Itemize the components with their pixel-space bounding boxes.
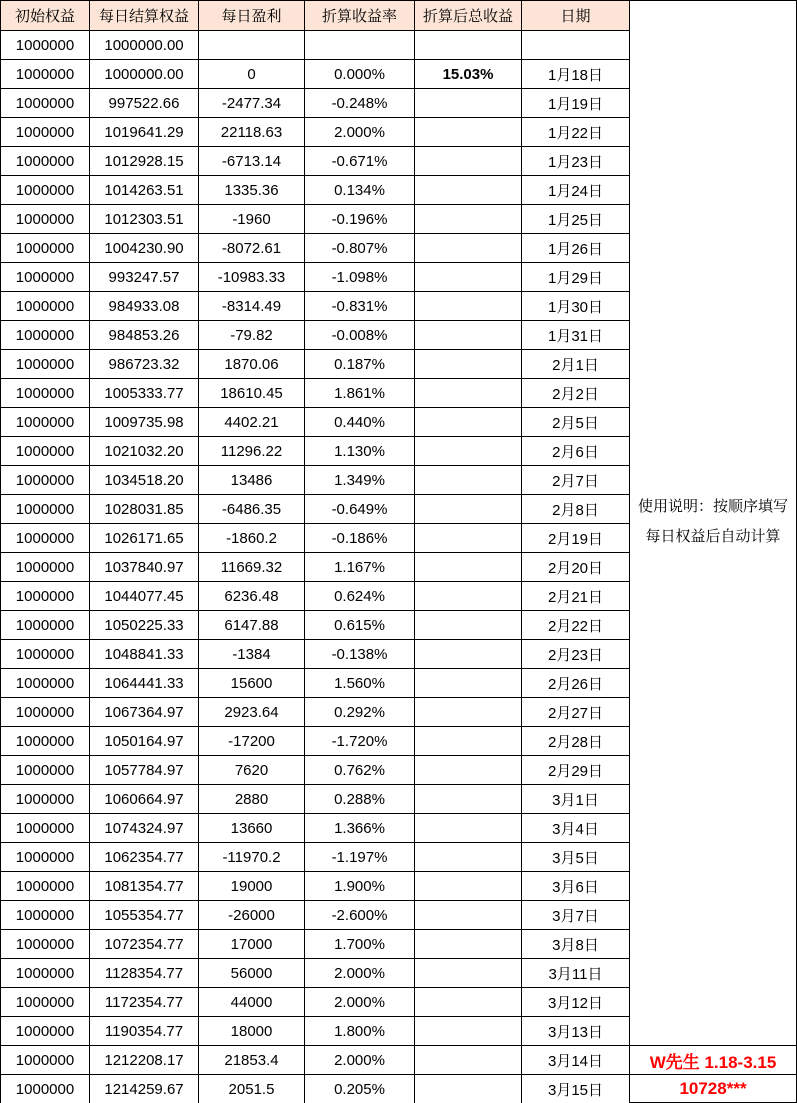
cell[interactable]: 0.134% — [305, 176, 415, 205]
cell[interactable]: 13486 — [199, 466, 305, 495]
cell[interactable]: 2月20日 — [522, 553, 630, 582]
cell[interactable] — [415, 379, 522, 408]
table-row — [1, 901, 630, 930]
cell[interactable]: 2月19日 — [522, 524, 630, 553]
cell[interactable]: 1021032.20 — [90, 437, 199, 466]
cell[interactable]: 1000000 — [1, 495, 90, 524]
cell[interactable] — [415, 959, 522, 988]
cell[interactable]: 1081354.77 — [90, 872, 199, 901]
cell[interactable]: 2月28日 — [522, 727, 630, 756]
cell[interactable]: -26000 — [199, 901, 305, 930]
cell[interactable] — [415, 640, 522, 669]
cell[interactable]: -0.186% — [305, 524, 415, 553]
column-header[interactable]: 折算收益率 — [305, 1, 415, 31]
cell[interactable]: 1057784.97 — [90, 756, 199, 785]
cell[interactable]: 13660 — [199, 814, 305, 843]
cell[interactable] — [415, 292, 522, 321]
cell[interactable]: 997522.66 — [90, 89, 199, 118]
cell[interactable]: -79.82 — [199, 321, 305, 350]
cell[interactable]: 1074324.97 — [90, 814, 199, 843]
cell[interactable]: -1.098% — [305, 263, 415, 292]
cell[interactable]: 1000000 — [1, 118, 90, 147]
table-row — [1, 495, 630, 524]
cell[interactable]: -1860.2 — [199, 524, 305, 553]
cell[interactable]: 1000000 — [1, 205, 90, 234]
cell[interactable]: 11296.22 — [199, 437, 305, 466]
cell[interactable]: 1048841.33 — [90, 640, 199, 669]
cell[interactable] — [415, 524, 522, 553]
cell[interactable]: 6236.48 — [199, 582, 305, 611]
cell[interactable]: 1034518.20 — [90, 466, 199, 495]
cell[interactable]: 1012928.15 — [90, 147, 199, 176]
cell[interactable]: 2051.5 — [199, 1075, 305, 1103]
cell[interactable]: 1055354.77 — [90, 901, 199, 930]
cell[interactable]: -2.600% — [305, 901, 415, 930]
table-row — [1, 843, 630, 872]
column-header[interactable]: 每日盈利 — [199, 1, 305, 31]
cell[interactable]: 1000000 — [1, 437, 90, 466]
table-row — [1, 930, 630, 959]
table-row — [1, 176, 630, 205]
cell[interactable] — [415, 1046, 522, 1075]
cell[interactable] — [415, 901, 522, 930]
cell[interactable]: 1000000 — [1, 785, 90, 814]
table-row — [1, 1017, 630, 1046]
cell[interactable]: 1000000 — [1, 524, 90, 553]
cell[interactable]: 1000000 — [1, 263, 90, 292]
cell[interactable] — [415, 234, 522, 263]
cell[interactable] — [415, 988, 522, 1017]
cell[interactable]: -1384 — [199, 640, 305, 669]
cell[interactable]: 1月30日 — [522, 292, 630, 321]
cell[interactable]: 1335.36 — [199, 176, 305, 205]
cell[interactable]: 1060664.97 — [90, 785, 199, 814]
table-row — [1, 321, 630, 350]
table-row — [1, 234, 630, 263]
table-row — [1, 611, 630, 640]
cell[interactable]: 1000000 — [1, 321, 90, 350]
cell[interactable] — [415, 785, 522, 814]
table-row — [1, 640, 630, 669]
cell[interactable]: -6713.14 — [199, 147, 305, 176]
cell[interactable]: 1月26日 — [522, 234, 630, 263]
cell[interactable]: 1190354.77 — [90, 1017, 199, 1046]
cell[interactable]: 986723.32 — [90, 350, 199, 379]
header-row — [1, 1, 630, 31]
cell[interactable] — [415, 350, 522, 379]
cell[interactable]: -1.197% — [305, 843, 415, 872]
cell[interactable]: 1000000 — [1, 553, 90, 582]
cell[interactable]: 1000000 — [1, 234, 90, 263]
cell[interactable]: 0 — [199, 60, 305, 89]
cell[interactable]: 1005333.77 — [90, 379, 199, 408]
cell[interactable]: 3月1日 — [522, 785, 630, 814]
cell[interactable] — [415, 147, 522, 176]
cell[interactable]: 1.167% — [305, 553, 415, 582]
cell[interactable]: 1.861% — [305, 379, 415, 408]
cell[interactable] — [415, 930, 522, 959]
cell[interactable]: 0.440% — [305, 408, 415, 437]
cell[interactable]: 17000 — [199, 930, 305, 959]
table-row — [1, 60, 630, 89]
cell[interactable]: 984933.08 — [90, 292, 199, 321]
cell[interactable]: 1000000 — [1, 408, 90, 437]
table-row — [1, 118, 630, 147]
cell[interactable]: 1212208.17 — [90, 1046, 199, 1075]
cell[interactable]: 1000000 — [1, 930, 90, 959]
cell[interactable]: 1月31日 — [522, 321, 630, 350]
table-row — [1, 350, 630, 379]
cell[interactable]: 44000 — [199, 988, 305, 1017]
cell[interactable]: 1028031.85 — [90, 495, 199, 524]
signature-cell[interactable]: W先生 1.18-3.15 — [630, 1045, 796, 1074]
cell[interactable]: 1064441.33 — [90, 669, 199, 698]
table-row — [1, 698, 630, 727]
cell[interactable]: -17200 — [199, 727, 305, 756]
cell[interactable]: 0.288% — [305, 785, 415, 814]
cell[interactable]: 4402.21 — [199, 408, 305, 437]
cell[interactable] — [415, 756, 522, 785]
cell[interactable]: 1000000.00 — [90, 60, 199, 89]
cell[interactable]: 1.366% — [305, 814, 415, 843]
cell[interactable]: 21853.4 — [199, 1046, 305, 1075]
cell[interactable]: 1000000 — [1, 698, 90, 727]
cell[interactable] — [415, 872, 522, 901]
cell[interactable]: 1004230.90 — [90, 234, 199, 263]
cell[interactable]: -8072.61 — [199, 234, 305, 263]
cell[interactable] — [415, 495, 522, 524]
cell[interactable] — [415, 408, 522, 437]
cell[interactable]: 2923.64 — [199, 698, 305, 727]
cell[interactable]: 2月26日 — [522, 669, 630, 698]
cell[interactable]: 2月8日 — [522, 495, 630, 524]
cell[interactable] — [415, 321, 522, 350]
column-header[interactable]: 日期 — [522, 1, 630, 31]
table-row — [1, 263, 630, 292]
cell[interactable]: 1000000 — [1, 379, 90, 408]
table-row — [1, 1075, 630, 1103]
column-header[interactable]: 折算后总收益 — [415, 1, 522, 31]
table-row — [1, 785, 630, 814]
cell[interactable]: 1.130% — [305, 437, 415, 466]
cell[interactable]: 1000000 — [1, 1046, 90, 1075]
cell[interactable]: 1000000 — [1, 89, 90, 118]
cell[interactable]: 15600 — [199, 669, 305, 698]
cell[interactable]: 1000000 — [1, 60, 90, 89]
cell[interactable]: 1037840.97 — [90, 553, 199, 582]
cell[interactable]: 3月7日 — [522, 901, 630, 930]
cell[interactable] — [415, 698, 522, 727]
cell[interactable]: 0.615% — [305, 611, 415, 640]
cell[interactable]: 1072354.77 — [90, 930, 199, 959]
cell[interactable] — [305, 31, 415, 60]
cell[interactable]: 7620 — [199, 756, 305, 785]
table-row — [1, 582, 630, 611]
cell[interactable]: 0.187% — [305, 350, 415, 379]
cell[interactable] — [415, 1075, 522, 1103]
cell[interactable]: 2月22日 — [522, 611, 630, 640]
cell[interactable]: 1870.06 — [199, 350, 305, 379]
cell[interactable]: 1012303.51 — [90, 205, 199, 234]
cell[interactable]: 2月2日 — [522, 379, 630, 408]
table-row — [1, 727, 630, 756]
cell[interactable]: 993247.57 — [90, 263, 199, 292]
cell[interactable]: 1050164.97 — [90, 727, 199, 756]
cell[interactable]: 1.700% — [305, 930, 415, 959]
column-header[interactable]: 初始权益 — [1, 1, 90, 31]
cell[interactable]: 1000000 — [1, 176, 90, 205]
cell[interactable] — [415, 843, 522, 872]
cell[interactable]: 2月21日 — [522, 582, 630, 611]
cell[interactable] — [415, 437, 522, 466]
cell[interactable]: 1000000 — [1, 147, 90, 176]
cell[interactable]: 1.900% — [305, 872, 415, 901]
cell[interactable]: -6486.35 — [199, 495, 305, 524]
cell[interactable] — [415, 31, 522, 60]
table-row — [1, 147, 630, 176]
cell[interactable]: 3月8日 — [522, 930, 630, 959]
cell[interactable]: 984853.26 — [90, 321, 199, 350]
cell[interactable]: -1960 — [199, 205, 305, 234]
cell[interactable] — [415, 205, 522, 234]
cell[interactable]: 1000000 — [1, 843, 90, 872]
equity-table-body — [1, 31, 630, 1103]
cell[interactable]: 1000000 — [1, 292, 90, 321]
cell[interactable]: 18000 — [199, 1017, 305, 1046]
cell[interactable]: 0.000% — [305, 60, 415, 89]
cell[interactable] — [199, 31, 305, 60]
table-row — [1, 988, 630, 1017]
cell[interactable]: 1000000.00 — [90, 31, 199, 60]
cell[interactable]: 2月5日 — [522, 408, 630, 437]
cell[interactable]: 0.205% — [305, 1075, 415, 1103]
cell[interactable]: 18610.45 — [199, 379, 305, 408]
cell[interactable]: -11970.2 — [199, 843, 305, 872]
cell[interactable]: 3月15日 — [522, 1075, 630, 1103]
cell[interactable]: -2477.34 — [199, 89, 305, 118]
cell[interactable]: 1000000 — [1, 640, 90, 669]
cell[interactable]: 1000000 — [1, 582, 90, 611]
cell[interactable]: 2月23日 — [522, 640, 630, 669]
usage-note: 使用说明：按顺序填写每日权益后自动计算 — [637, 498, 788, 545]
cell[interactable]: 2月27日 — [522, 698, 630, 727]
cell[interactable] — [415, 263, 522, 292]
cell[interactable]: 1014263.51 — [90, 176, 199, 205]
table-row — [1, 756, 630, 785]
table-row — [1, 379, 630, 408]
cell[interactable]: 6147.88 — [199, 611, 305, 640]
cell[interactable]: 1062354.77 — [90, 843, 199, 872]
table-row — [1, 524, 630, 553]
cell[interactable]: 1000000 — [1, 814, 90, 843]
cell[interactable] — [415, 553, 522, 582]
cell[interactable] — [415, 727, 522, 756]
cell[interactable] — [415, 1017, 522, 1046]
cell[interactable]: 0.762% — [305, 756, 415, 785]
cell[interactable]: 1067364.97 — [90, 698, 199, 727]
table-row — [1, 959, 630, 988]
table-row — [1, 292, 630, 321]
table-row — [1, 814, 630, 843]
table-row — [1, 437, 630, 466]
cell[interactable]: 1.349% — [305, 466, 415, 495]
column-header[interactable]: 每日结算权益 — [90, 1, 199, 31]
cell[interactable]: 1月18日 — [522, 60, 630, 89]
cell[interactable]: 1.560% — [305, 669, 415, 698]
cell[interactable]: 3月6日 — [522, 872, 630, 901]
cell[interactable]: 3月14日 — [522, 1046, 630, 1075]
cell[interactable] — [415, 89, 522, 118]
table-row — [1, 31, 630, 60]
cell[interactable]: 1月19日 — [522, 89, 630, 118]
cell[interactable]: 11669.32 — [199, 553, 305, 582]
table-row — [1, 1046, 630, 1075]
cell[interactable]: 1000000 — [1, 611, 90, 640]
cell[interactable]: 2月1日 — [522, 350, 630, 379]
cell[interactable]: 1000000 — [1, 872, 90, 901]
cell[interactable]: 1000000 — [1, 959, 90, 988]
side-panel — [630, 0, 797, 1103]
cell[interactable] — [415, 814, 522, 843]
cell[interactable]: 1019641.29 — [90, 118, 199, 147]
cell[interactable]: 2880 — [199, 785, 305, 814]
cell[interactable]: 1026171.65 — [90, 524, 199, 553]
table-row — [1, 669, 630, 698]
cell[interactable]: -0.008% — [305, 321, 415, 350]
cell[interactable]: 1128354.77 — [90, 959, 199, 988]
table-row — [1, 205, 630, 234]
cell[interactable]: -8314.49 — [199, 292, 305, 321]
cell[interactable] — [415, 611, 522, 640]
cell[interactable]: 56000 — [199, 959, 305, 988]
cell[interactable]: 1.800% — [305, 1017, 415, 1046]
cell[interactable]: -0.807% — [305, 234, 415, 263]
cell[interactable]: 2.000% — [305, 118, 415, 147]
cell[interactable]: 1050225.33 — [90, 611, 199, 640]
cell[interactable]: -0.248% — [305, 89, 415, 118]
cell[interactable]: 22118.63 — [199, 118, 305, 147]
cell[interactable]: 3月11日 — [522, 959, 630, 988]
table-row — [1, 408, 630, 437]
cell[interactable]: 2.000% — [305, 988, 415, 1017]
cell[interactable]: 15.03% — [415, 60, 522, 89]
cell[interactable]: 1月23日 — [522, 147, 630, 176]
cell[interactable] — [415, 466, 522, 495]
table-row — [1, 553, 630, 582]
cell[interactable] — [522, 31, 630, 60]
cell[interactable]: 3月13日 — [522, 1017, 630, 1046]
cell[interactable]: 1000000 — [1, 727, 90, 756]
cell[interactable]: 1172354.77 — [90, 988, 199, 1017]
table-row — [1, 872, 630, 901]
cell[interactable] — [415, 669, 522, 698]
cell[interactable]: 2月29日 — [522, 756, 630, 785]
cell[interactable]: 1000000 — [1, 1017, 90, 1046]
cell[interactable]: 1000000 — [1, 350, 90, 379]
cell[interactable]: 1000000 — [1, 669, 90, 698]
cell[interactable]: 3月5日 — [522, 843, 630, 872]
cell[interactable]: 1月25日 — [522, 205, 630, 234]
cell[interactable]: -1.720% — [305, 727, 415, 756]
cell[interactable]: -0.138% — [305, 640, 415, 669]
cell[interactable]: 1000000 — [1, 1075, 90, 1103]
cell[interactable]: -0.196% — [305, 205, 415, 234]
cell[interactable]: 3月12日 — [522, 988, 630, 1017]
cell[interactable]: 1214259.67 — [90, 1075, 199, 1103]
cell[interactable]: 1月29日 — [522, 263, 630, 292]
cell[interactable] — [415, 582, 522, 611]
cell[interactable]: -0.649% — [305, 495, 415, 524]
cell[interactable]: -10983.33 — [199, 263, 305, 292]
table-row — [1, 89, 630, 118]
cell[interactable] — [415, 118, 522, 147]
table-row — [1, 466, 630, 495]
cell[interactable]: 1000000 — [1, 901, 90, 930]
cell[interactable]: 0.624% — [305, 582, 415, 611]
cell[interactable]: 1000000 — [1, 756, 90, 785]
cell[interactable]: 1000000 — [1, 31, 90, 60]
cell[interactable]: 1044077.45 — [90, 582, 199, 611]
cell[interactable]: 1000000 — [1, 988, 90, 1017]
cell[interactable]: -0.671% — [305, 147, 415, 176]
cell[interactable]: 2月7日 — [522, 466, 630, 495]
cell[interactable]: 1009735.98 — [90, 408, 199, 437]
cell[interactable] — [415, 176, 522, 205]
cell[interactable]: 2月6日 — [522, 437, 630, 466]
cell[interactable]: 2.000% — [305, 959, 415, 988]
cell[interactable]: 0.292% — [305, 698, 415, 727]
cell[interactable]: 19000 — [199, 872, 305, 901]
equity-table-header — [1, 1, 630, 31]
cell[interactable]: 1月22日 — [522, 118, 630, 147]
account-cell[interactable]: 10728*** — [630, 1074, 796, 1103]
cell[interactable]: 1月24日 — [522, 176, 630, 205]
cell[interactable]: -0.831% — [305, 292, 415, 321]
cell[interactable]: 3月4日 — [522, 814, 630, 843]
cell[interactable]: 2.000% — [305, 1046, 415, 1075]
cell[interactable]: 1000000 — [1, 466, 90, 495]
